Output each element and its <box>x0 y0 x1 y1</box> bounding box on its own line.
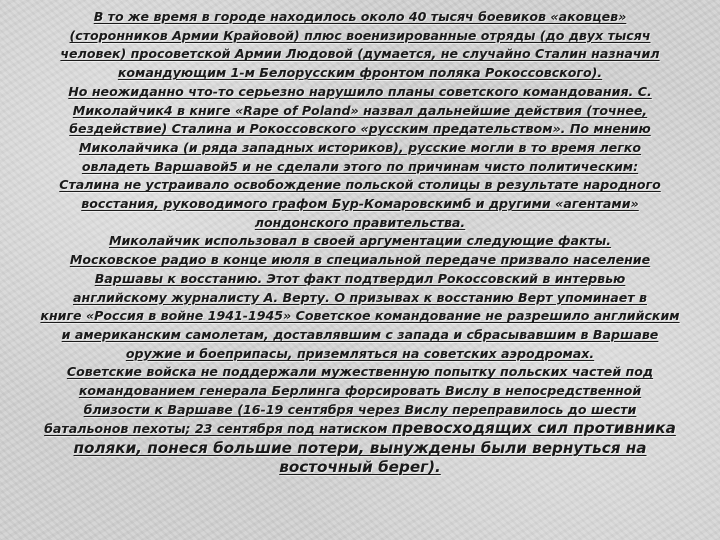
text-line: Миколайчик4 в книге «Rape of Poland» назвал дальнейшие действия (точнее, <box>72 102 648 118</box>
text-line: (сторонников Армии Крайовой) плюс военизированные отряды (до двух тысяч <box>69 27 651 43</box>
text-line: В то же время в городе находилось около 40 тысяч боевиков «аковцев» <box>93 9 627 24</box>
text-line: близости к Варшаве (16-19 сентября через Вислу переправилось до шести <box>83 401 637 417</box>
text-line: Московское радио в конце июля в специальной передаче призвало население <box>69 252 651 268</box>
text-line: овладеть Варшавой5 и не сделали этого по причинам чисто политическим: <box>81 158 639 174</box>
slide-text <box>4 8 716 477</box>
text-line: Миколайчик использовал в своей аргументации следующие факты. <box>108 233 612 249</box>
text-line: оружие и боеприпасы, приземляться на советских аэродромах. <box>125 345 595 361</box>
text-line-large-part: превосходящих сил противника <box>391 419 676 438</box>
text-line: лондонского правительства. <box>254 214 466 230</box>
text-line: бездействие) Сталина и Рокоссовского «русским предательством». По мнению <box>69 121 651 137</box>
text-line: командующим 1-м Белорусским фронтом поляка Рокоссовского). <box>117 65 603 81</box>
text-line: человек) просоветской Армии Людовой (думается, не случайно Сталин назначил <box>60 46 660 62</box>
text-line: и американским самолетам, доставлявшим с запада и сбрасывавшим в Варшаве <box>61 326 659 342</box>
text-line: Сталина не устраивало освобождение польской столицы в результате народного <box>59 177 661 193</box>
text-line: восстания, руководимого графом Бур-Комаровскимб и другими «агентами» <box>81 196 639 212</box>
text-line: английскому журналисту А. Верту. О призывах к восстанию Верт упоминает в <box>73 289 647 305</box>
text-line: Варшавы к восстанию. Этот факт подтвердил Рокоссовский в интервью <box>94 270 626 286</box>
text-line: Советские войска не поддержали мужественную попытку польских частей под <box>66 364 654 380</box>
text-line: поляки, понеся большие потери, вынуждены были вернуться на <box>73 439 647 458</box>
text-line-small-part: батальонов пехоты; 23 сентября под натиском <box>44 421 392 437</box>
text-line-mixed <box>4 419 716 439</box>
text-line: восточный берег). <box>279 457 441 476</box>
text-line: книге «Россия в войне 1941-1945» Советское командование не разрешило английским <box>40 308 680 324</box>
text-line: Но неожиданно что-то серьезно нарушило планы советского командования. С. <box>68 83 652 99</box>
text-line: командованием генерала Берлинга форсировать Вислу в непосредственной <box>78 383 642 399</box>
text-line: Миколайчика (и ряда западных историков), русские могли в то время легко <box>78 139 641 155</box>
